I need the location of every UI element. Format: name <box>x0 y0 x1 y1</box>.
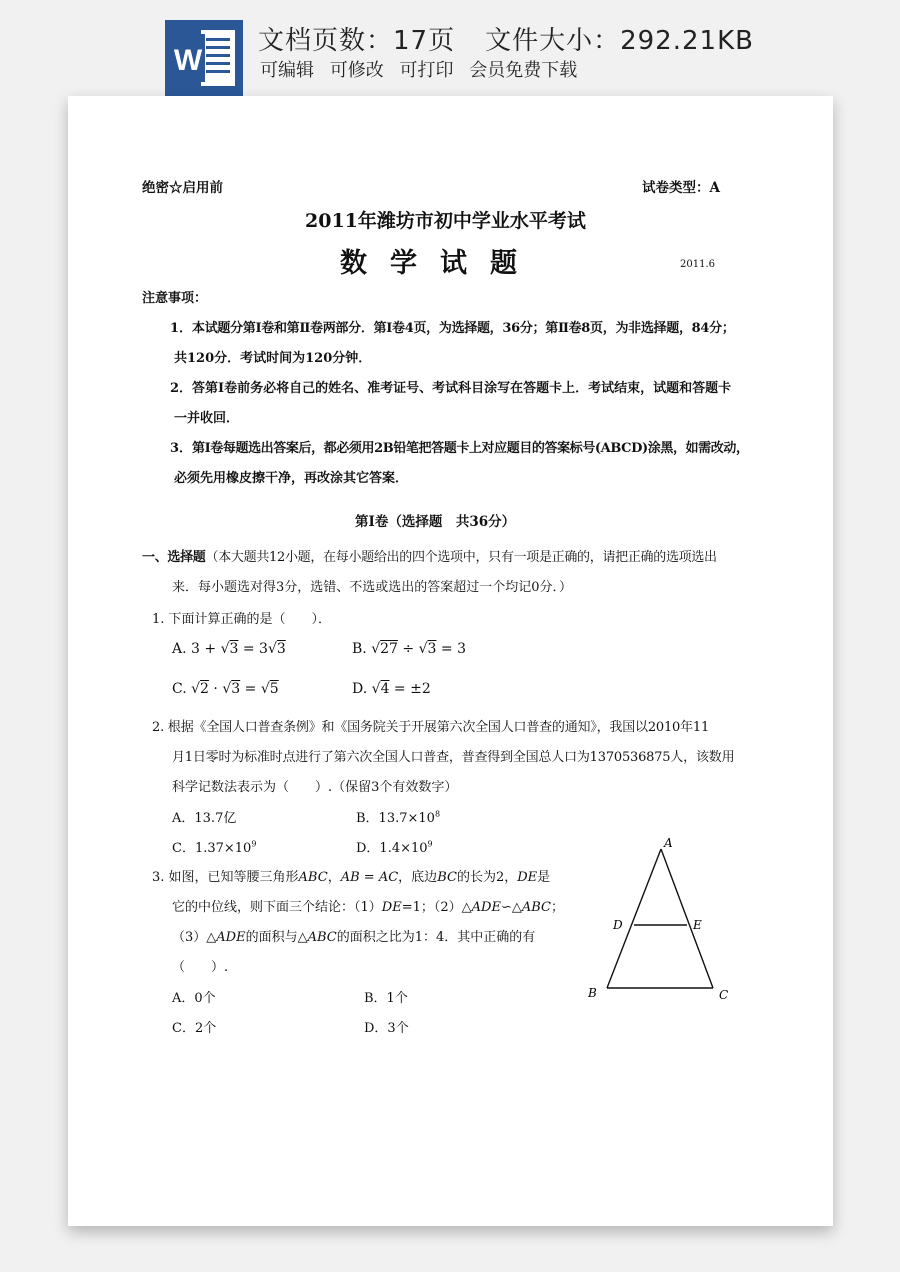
question-2-stem-cont: 科学记数法表示为（ ）.（保留3个有效数字） <box>172 780 458 795</box>
part-intro <box>142 546 717 565</box>
question-3-stem-cont: 它的中位线，则下面三个结论：（1）DE=1；（2）△ADE∽△ABC； <box>172 900 564 915</box>
vertex-label-c: C <box>719 988 729 1002</box>
side-ac <box>661 849 713 988</box>
feature-free-download[interactable]: 会员免费下载 <box>469 60 578 81</box>
question-2-stem-cont: 月1日零时为标准时点进行了第六次全国人口普查，普查得到全国总人口为1370536875人，该数用 <box>172 750 735 765</box>
notes-heading: 注意事项： <box>142 291 208 306</box>
note-number: 3． <box>170 441 193 456</box>
feature-modifiable: 可修改 <box>329 60 384 81</box>
q1-option-b[interactable]: B. √27 ÷ √3 = 3 <box>352 641 466 657</box>
question-2-stem: 2. 根据《全国人口普查条例》和《国务院关于开展第六次全国人口普查的通知》，我国以2010年11 <box>152 720 710 735</box>
note-text: 答第Ⅰ卷前务必将自己的姓名、准考证号、考试科目涂写在答题卡上．考试结束，试题和答题卡 <box>192 381 732 396</box>
triangle-figure <box>578 831 758 1011</box>
note-number: 1． <box>170 321 193 336</box>
q1-option-a[interactable]: A. 3 + √3 = 3√3 <box>172 641 286 657</box>
part-description: （本大题共12小题，在每小题给出的四个选项中，只有一项是正确的，请把正确的选项选出 <box>205 550 717 565</box>
q3-option-d[interactable]: D．3个 <box>364 1021 409 1036</box>
q3-option-c[interactable]: C．2个 <box>172 1021 217 1036</box>
note-text: 本试题分第Ⅰ卷和第Ⅱ卷两部分．第Ⅰ卷4页，为选择题，36分；第Ⅱ卷8页，为非选择题，84分； <box>192 321 735 336</box>
note-number: 2． <box>170 381 193 396</box>
confidential-label: 绝密☆启用前 <box>142 180 223 196</box>
point-label-e: E <box>693 918 702 932</box>
banner-title <box>258 20 754 57</box>
exam-date: 2011.6 <box>680 259 715 270</box>
feature-editable: 可编辑 <box>260 60 314 81</box>
part-description-cont: 来．每小题选对得3分，选错、不选或选出的答案超过一个均记0分．） <box>172 580 573 595</box>
q2-option-a[interactable]: A．13.7亿 <box>172 811 237 826</box>
file-size: 文件大小：292.21KB <box>485 26 754 56</box>
part-heading: 一、选择题 <box>142 550 206 565</box>
q3-option-a[interactable]: A．0个 <box>172 991 216 1006</box>
note-text: 一并收回． <box>174 411 240 426</box>
feature-list <box>260 56 587 82</box>
feature-printable: 可打印 <box>399 60 454 81</box>
document-page <box>68 96 833 1226</box>
note-text: 必须先用橡皮擦干净，再改涂其它答案． <box>174 471 409 486</box>
subject-title: 数学试题 <box>340 248 540 279</box>
point-label-d: D <box>613 918 623 932</box>
q2-option-c[interactable]: C．$1.37\times 10^9$ <box>172 839 257 856</box>
q1-option-d[interactable]: D. √4 = ±2 <box>352 681 431 697</box>
q2-option-b[interactable]: B．$13.7\times 10^8$ <box>356 809 441 826</box>
exam-title: 2011年潍坊市初中学业水平考试 <box>305 210 586 232</box>
q3-option-b[interactable]: B．1个 <box>364 991 408 1006</box>
q1-option-c[interactable]: C. √2 · √3 = √5 <box>172 681 279 697</box>
svg-text:W: W <box>173 44 203 77</box>
q2-option-d[interactable]: D．$1.4\times 10^9$ <box>356 839 433 856</box>
vertex-label-a: A <box>664 836 673 850</box>
question-3-stem: 3. 如图，已知等腰三角形ABC，AB = AC，底边BC的长为2，DE是 <box>152 870 551 885</box>
note-text: 第Ⅰ卷每题选出答案后，都必须用2B铅笔把答题卡上对应题目的答案标号(ABCD)涂黑，如需改动， <box>192 441 749 456</box>
section-title: 第Ⅰ卷（选择题 共36分） <box>355 514 516 530</box>
vertex-label-b: B <box>588 986 597 1000</box>
question-3-stem-cont: （ ）. <box>172 960 229 975</box>
question-1-stem: 1. 下面计算正确的是（ ）． <box>152 612 332 627</box>
word-document-icon <box>165 20 243 96</box>
page-count: 文档页数：17页 <box>258 26 456 56</box>
paper-type-label: 试卷类型：A <box>642 180 720 196</box>
note-text: 共120分．考试时间为120分钟． <box>174 351 372 366</box>
document-info-banner <box>0 0 900 100</box>
question-3-stem-cont: （3）△ADE的面积与△ABC的面积之比为1：4．其中正确的有 <box>172 930 536 945</box>
